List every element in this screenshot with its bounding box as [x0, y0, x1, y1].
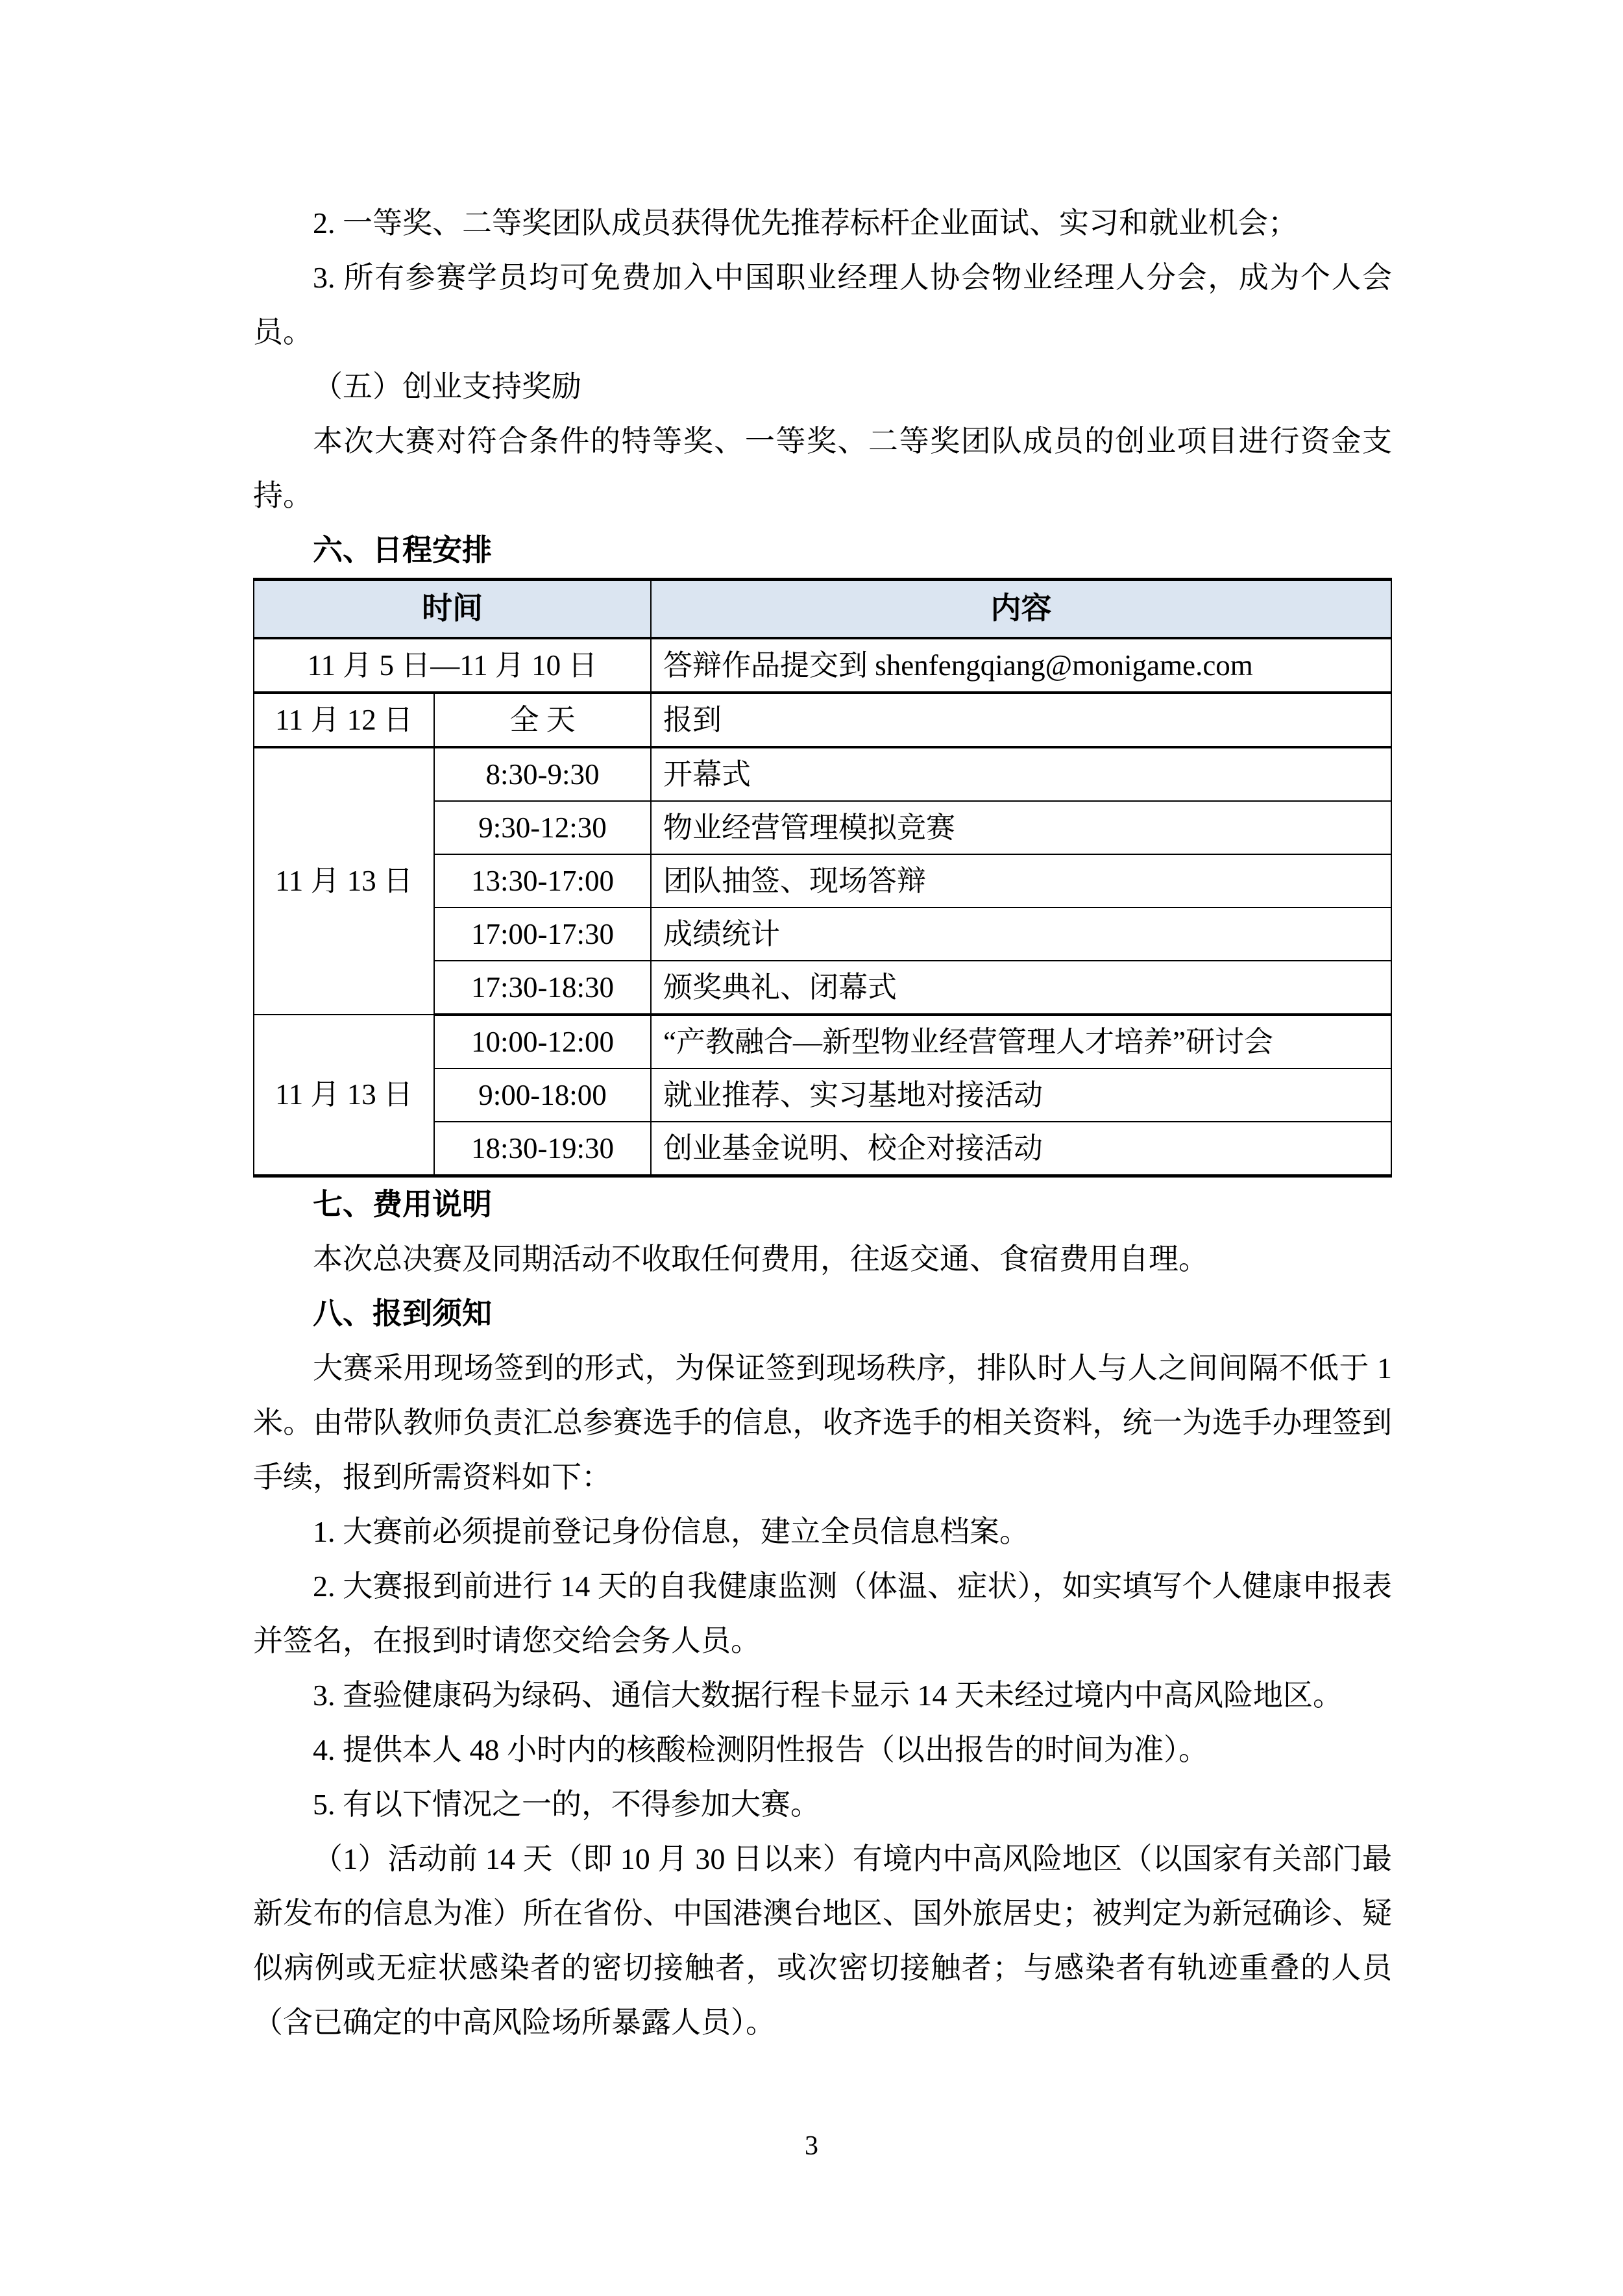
- cell-date-day2: 11 月 13 日: [254, 1015, 434, 1176]
- requirement-item-5: 5. 有以下情况之一的，不得参加大赛。: [313, 1788, 820, 1821]
- cell-time: 8:30-9:30: [434, 747, 651, 801]
- column-header-content: 内容: [651, 580, 1391, 639]
- requirement-item-5-1: （1）活动前 14 天（即 10 月 30 日以来）有境内中高风险地区（以国家有关部门最新发布的信息为准）所在省份、中国港澳台地区、国外旅居史；被判定为新冠确诊、疑似病例或无症状感染者的密切接触者，或次密切接触者；与感染者有轨迹重叠的人员（含已确定的中高风险场所暴露人员）。: [253, 1842, 1392, 2039]
- cell-date-day1: 11 月 13 日: [254, 747, 434, 1015]
- cell-date: 11 月 12 日: [254, 693, 434, 747]
- cell-time: 全 天: [434, 693, 651, 747]
- cell-content: 开幕式: [651, 747, 1391, 801]
- heading-schedule: 六、日程安排: [313, 534, 492, 567]
- table-row: [254, 747, 1391, 801]
- requirement-item-1: 1. 大赛前必须提前登记身份信息，建立全员信息档案。: [313, 1515, 1029, 1548]
- table-row: [254, 693, 1391, 747]
- heading-fees: 七、费用说明: [313, 1188, 492, 1221]
- cell-time: 9:30-12:30: [434, 801, 651, 854]
- cell-time: 17:00-17:30: [434, 907, 651, 961]
- requirement-item-4: 4. 提供本人 48 小时内的核酸检测阴性报告（以出报告的时间为准）。: [313, 1733, 1208, 1766]
- checkin-intro-paragraph: 大赛采用现场签到的形式，为保证签到现场秩序，排队时人与人之间间隔不低于 1 米。由带队教师负责汇总参赛选手的信息，收齐选手的相关资料，统一为选手办理签到手续，报到所需资料如下：: [253, 1352, 1392, 1494]
- cell-time: 17:30-18:30: [434, 961, 651, 1015]
- award-item-3: 3. 所有参赛学员均可免费加入中国职业经理人协会物业经理人分会，成为个人会员。: [253, 261, 1392, 349]
- funding-paragraph: 本次大赛对符合条件的特等奖、一等奖、二等奖团队成员的创业项目进行资金支持。: [253, 425, 1392, 512]
- fee-paragraph: 本次总决赛及同期活动不收取任何费用，往返交通、食宿费用自理。: [313, 1242, 1208, 1276]
- cell-content: 就业推荐、实习基地对接活动: [651, 1068, 1391, 1122]
- cell-content: 物业经营管理模拟竞赛: [651, 801, 1391, 854]
- cell-content: 报到: [651, 693, 1391, 747]
- cell-time: 18:30-19:30: [434, 1122, 651, 1176]
- requirement-item-3: 3. 查验健康码为绿码、通信大数据行程卡显示 14 天未经过境内中高风险地区。: [313, 1679, 1343, 1712]
- cell-time: 11 月 5 日—11 月 10 日: [254, 638, 651, 693]
- cell-content: 团队抽签、现场答辩: [651, 854, 1391, 907]
- cell-content: 创业基金说明、校企对接活动: [651, 1122, 1391, 1176]
- cell-time: 9:00-18:00: [434, 1068, 651, 1122]
- subsection-heading-entrepreneur-award: （五）创业支持奖励: [313, 370, 581, 403]
- table-row: [254, 638, 1391, 693]
- cell-content: 成绩统计: [651, 907, 1391, 961]
- heading-checkin-notice: 八、报到须知: [313, 1297, 492, 1330]
- table-row: [254, 1015, 1391, 1068]
- requirement-item-2: 2. 大赛报到前进行 14 天的自我健康监测（体温、症状），如实填写个人健康申报表并签名，在报到时请您交给会务人员。: [253, 1570, 1392, 1657]
- cell-content: 答辩作品提交到 shenfengqiang@monigame.com: [651, 638, 1391, 693]
- award-item-2: 2. 一等奖、二等奖团队成员获得优先推荐标杆企业面试、实习和就业机会；: [313, 206, 1298, 240]
- cell-time: 13:30-17:00: [434, 854, 651, 907]
- cell-time: 10:00-12:00: [434, 1015, 651, 1068]
- cell-content: “产教融合—新型物业经营管理人才培养”研讨会: [651, 1015, 1391, 1068]
- page-number: 3: [805, 2131, 818, 2161]
- cell-content: 颁奖典礼、闭幕式: [651, 961, 1391, 1015]
- table-header-row: [254, 580, 1391, 639]
- column-header-time: 时间: [254, 580, 651, 639]
- schedule-table: [253, 578, 1392, 1178]
